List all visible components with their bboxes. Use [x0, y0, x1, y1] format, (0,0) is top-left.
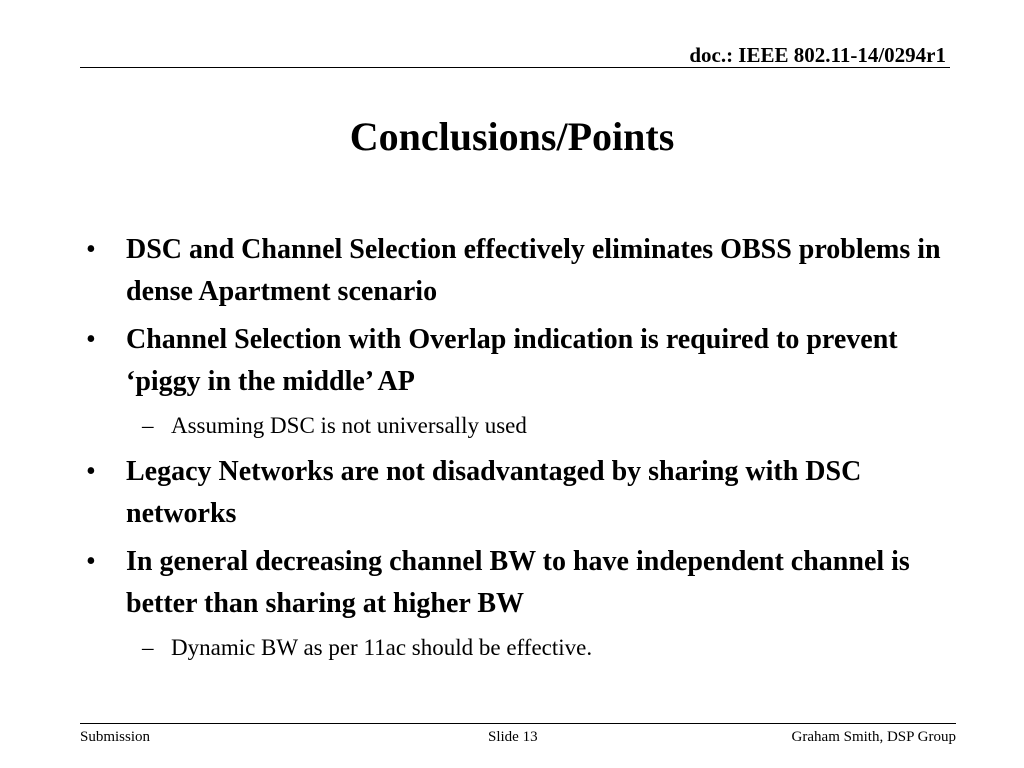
bullet-item [80, 541, 950, 625]
bullet-marker: • [86, 456, 96, 487]
bullet-item [80, 451, 950, 535]
footer-submission: Submission [80, 729, 151, 745]
bullet-item [80, 319, 950, 403]
header-divider [80, 67, 950, 68]
bullet-text: DSC and Channel Selection effectively eliminates OBSS problems in dense Apartment scenario [126, 234, 941, 307]
sub-bullet-marker: – [142, 413, 154, 438]
document-id: doc.: IEEE 802.11-14/0294r1 [689, 43, 946, 67]
sub-bullet-text: Assuming DSC is not universally used [171, 413, 527, 438]
sub-bullet-item [80, 631, 950, 665]
footer-slide-number: Slide 13 [488, 729, 538, 745]
sub-bullet-text: Dynamic BW as per 11ac should be effective. [171, 635, 593, 660]
sub-bullet-item [80, 409, 950, 443]
sub-bullet-marker: – [142, 635, 154, 660]
bullet-marker: • [86, 324, 96, 355]
bullet-item [80, 229, 950, 313]
footer-author: Graham Smith, DSP Group [791, 729, 956, 745]
footer-divider [80, 723, 956, 724]
bullet-marker: • [86, 546, 96, 577]
bullet-text: In general decreasing channel BW to have independent channel is better than sharing at higher BW [126, 546, 910, 619]
bullet-text: Legacy Networks are not disadvantaged by sharing with DSC networks [126, 456, 862, 529]
bullet-marker: • [86, 234, 96, 265]
bullet-list [80, 229, 950, 673]
bullet-text: Channel Selection with Overlap indication is required to prevent ‘piggy in the middle’ AP [126, 324, 898, 397]
slide-title: Conclusions/Points [349, 114, 675, 159]
